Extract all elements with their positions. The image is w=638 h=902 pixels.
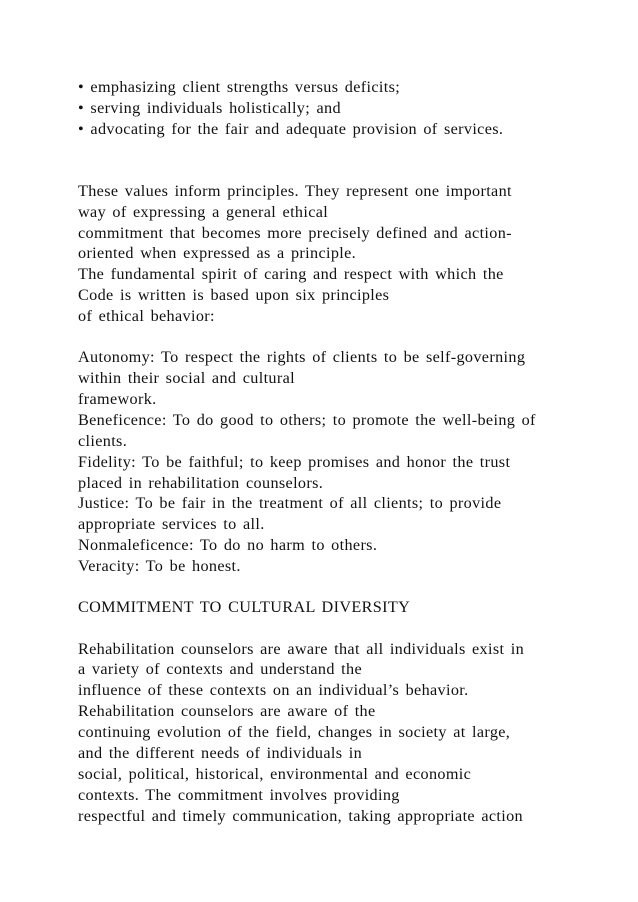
principle-line: Nonmaleficence: To do no harm to others. bbox=[78, 536, 378, 554]
paragraph-line: continuing evolution of the field, changes in society at large, bbox=[78, 723, 511, 741]
principle-line: placed in rehabilitation counselors. bbox=[78, 474, 324, 492]
paragraph-line: These values inform principles. They represent one important bbox=[78, 182, 512, 200]
paragraph-line: Code is written is based upon six principles bbox=[78, 286, 390, 304]
paragraph-line: of ethical behavior: bbox=[78, 307, 215, 325]
principle-line: Autonomy: To respect the rights of clients to be self-governing bbox=[78, 348, 526, 366]
paragraph-line: social, political, historical, environmental and economic bbox=[78, 765, 472, 783]
paragraph-line: way of expressing a general ethical bbox=[78, 203, 329, 221]
principle-line: Beneficence: To do good to others; to promote the well-being of bbox=[78, 411, 536, 429]
paragraph-line: Rehabilitation counselors are aware that all individuals exist in bbox=[78, 640, 525, 658]
paragraph-line: commitment that becomes more precisely defined and action- bbox=[78, 224, 512, 242]
paragraph-line: contexts. The commitment involves providing bbox=[78, 786, 400, 804]
bullet-item: • serving individuals holistically; and bbox=[78, 99, 341, 117]
paragraph-line: oriented when expressed as a principle. bbox=[78, 244, 357, 262]
principle-line: appropriate services to all. bbox=[78, 515, 265, 533]
principle-line: clients. bbox=[78, 432, 128, 450]
principle-line: Veracity: To be honest. bbox=[78, 557, 241, 575]
section-heading: COMMITMENT TO CULTURAL DIVERSITY bbox=[78, 598, 411, 616]
principle-line: Fidelity: To be faithful; to keep promises and honor the trust bbox=[78, 453, 511, 471]
principle-line: within their social and cultural bbox=[78, 369, 295, 387]
bullet-item: • emphasizing client strengths versus deficits; bbox=[78, 78, 401, 96]
paragraph-line: a variety of contexts and understand the bbox=[78, 660, 363, 678]
paragraph-line: and the different needs of individuals in bbox=[78, 744, 363, 762]
principle-line: Justice: To be fair in the treatment of all clients; to provide bbox=[78, 494, 502, 512]
principle-line: framework. bbox=[78, 390, 157, 408]
paragraph-line: respectful and timely communication, taking appropriate action bbox=[78, 807, 523, 825]
paragraph-line: influence of these contexts on an individual’s behavior. bbox=[78, 681, 469, 699]
paragraph-line: The fundamental spirit of caring and respect with which the bbox=[78, 265, 504, 283]
bullet-item: • advocating for the fair and adequate provision of services. bbox=[78, 120, 504, 138]
paragraph-line: Rehabilitation counselors are aware of the bbox=[78, 702, 376, 720]
